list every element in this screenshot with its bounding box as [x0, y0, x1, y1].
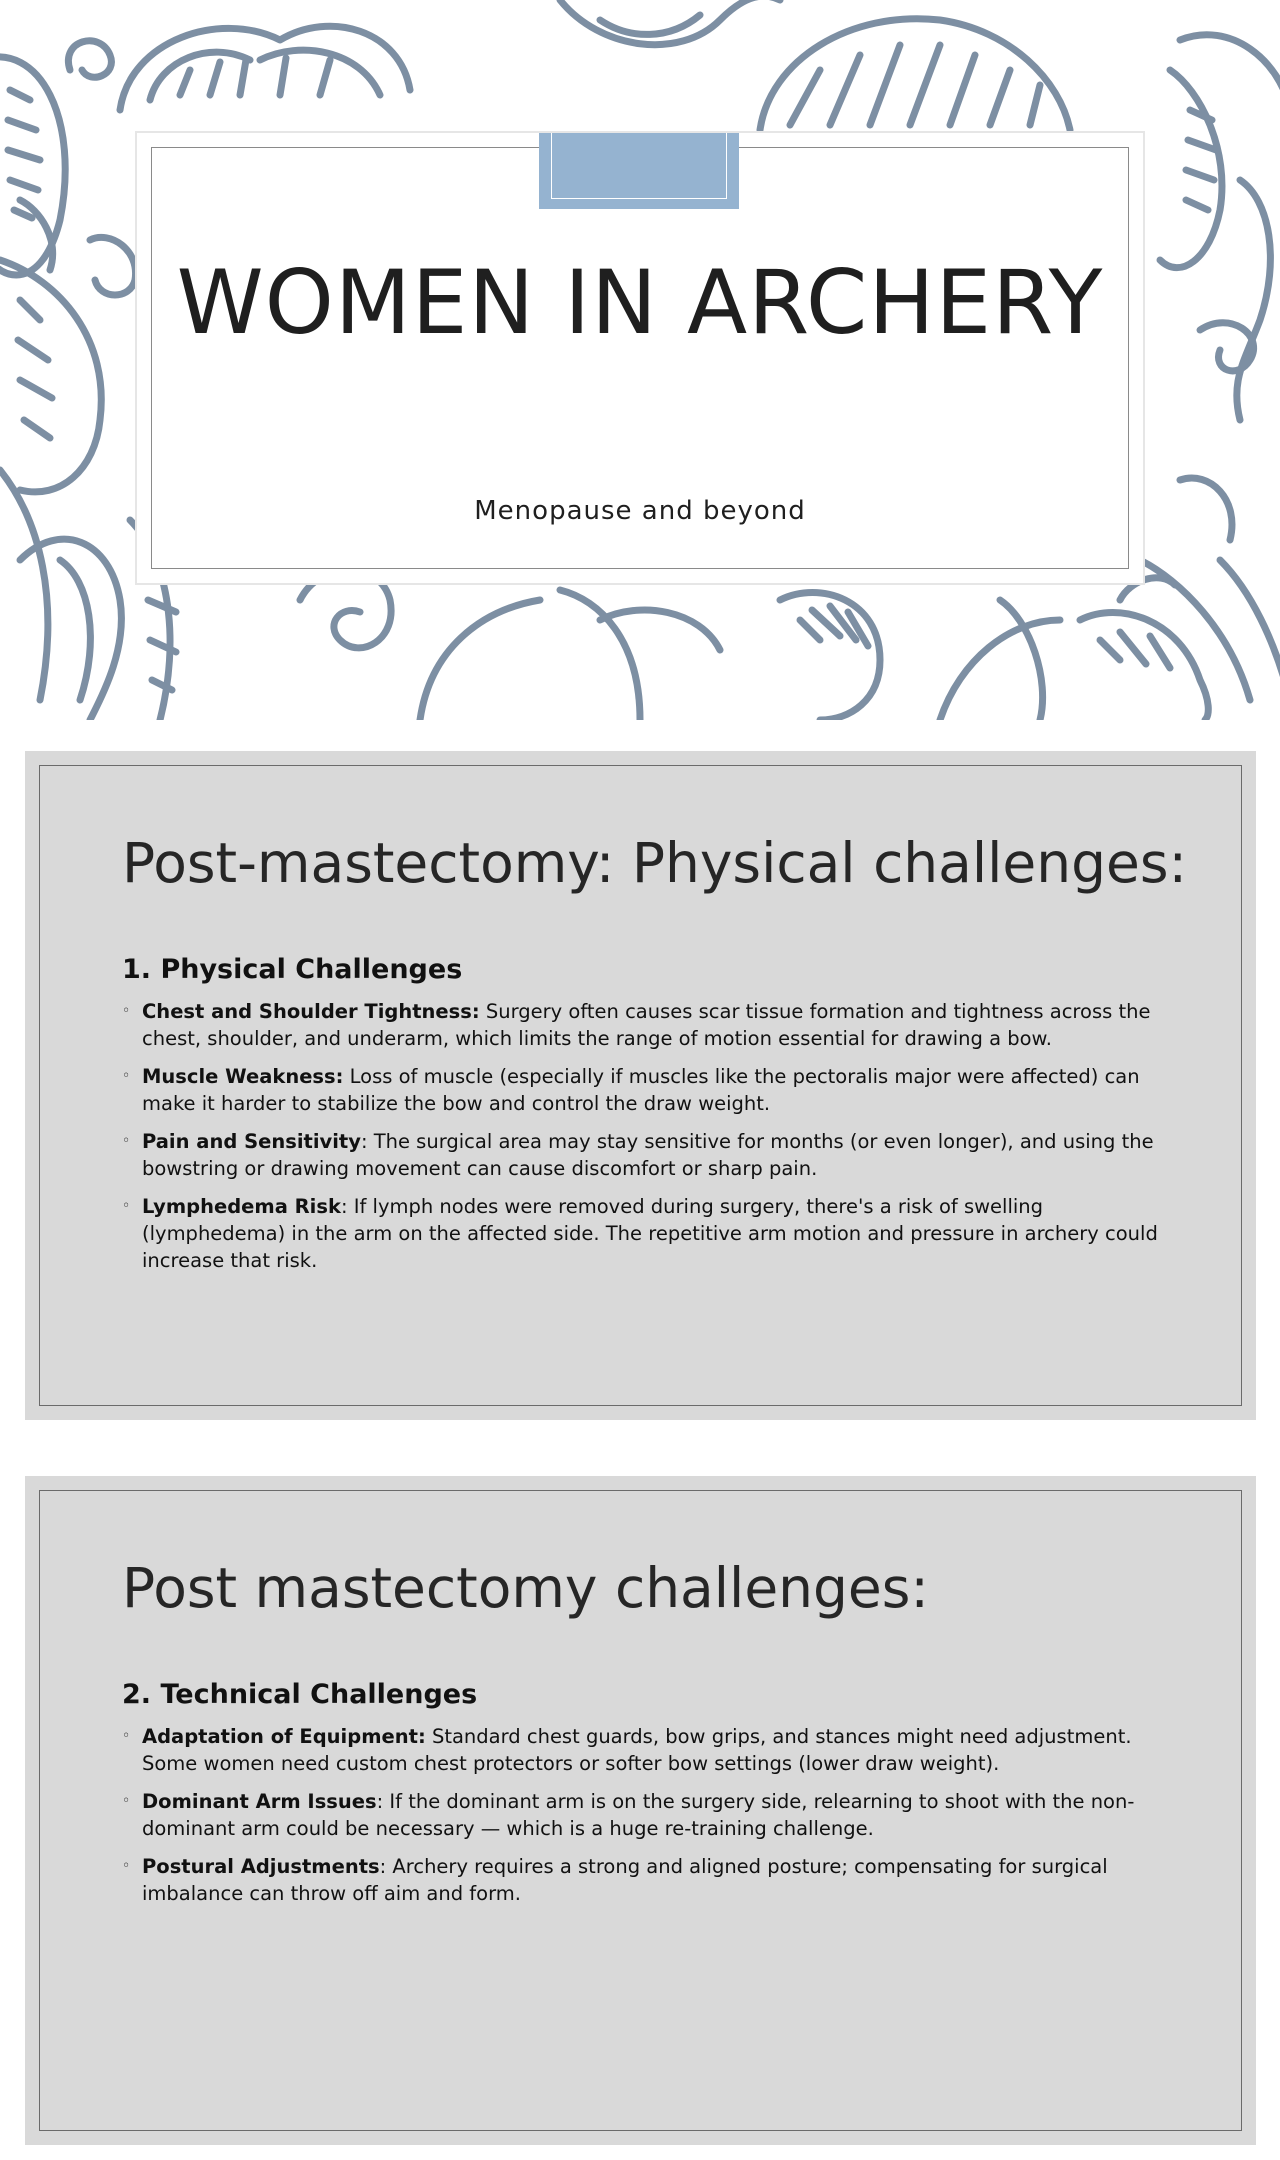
list-item [122, 998, 1162, 1052]
bullet-text: Loss of muscle (especially if muscles like the pectoralis major were affected) can make it harder to stabilize the bow and control the draw weight. [142, 1065, 1140, 1115]
bullet-label: Adaptation of Equipment: [142, 1725, 426, 1748]
bullet-label: Muscle Weakness: [142, 1065, 344, 1088]
section-title: 2. Technical Challenges [122, 1679, 478, 1710]
bullet-label: Pain and Sensitivity [142, 1130, 361, 1153]
bullet-list [122, 998, 1162, 1285]
bullet-text: Standard chest guards, bow grips, and stances might need adjustment. Some women need custom chest protectors or softer bow settings (lower draw weight). [142, 1725, 1132, 1775]
bullet-circle-icon: ◦ [122, 1133, 131, 1149]
bullet-text: : Archery requires a strong and aligned posture; compensating for surgical imbalance can throw off aim and form. [142, 1855, 1108, 1905]
list-item [122, 1853, 1162, 1907]
slide-technical-challenges [25, 1476, 1256, 2145]
title-accent-tab [539, 133, 739, 209]
bullet-text: : If the dominant arm is on the surgery side, relearning to shoot with the non-dominant arm could be necessary — which is a huge re-training challenge. [142, 1790, 1135, 1840]
bullet-circle-icon: ◦ [122, 1858, 131, 1874]
list-item [122, 1128, 1162, 1182]
list-item [122, 1788, 1162, 1842]
bullet-label: Postural Adjustments [142, 1855, 380, 1878]
bullet-circle-icon: ◦ [122, 1003, 131, 1019]
bullet-text: : The surgical area may stay sensitive for months (or even longer), and using the bowstring or drawing movement can cause discomfort or sharp pain. [142, 1130, 1154, 1180]
bullet-text: : If lymph nodes were removed during surgery, there's a risk of swelling (lymphedema) in the arm on the affected side. The repetitive arm motion and pressure in archery could increase that risk. [142, 1195, 1158, 1272]
bullet-circle-icon: ◦ [122, 1728, 131, 1744]
bullet-label: Chest and Shoulder Tightness: [142, 1000, 480, 1023]
slide-heading: Post-mastectomy: Physical challenges: [122, 831, 1188, 895]
bullet-list [122, 1723, 1162, 1918]
list-item [122, 1193, 1162, 1274]
slide-physical-challenges [25, 751, 1256, 1420]
section-title: 1. Physical Challenges [122, 954, 463, 985]
title-slide [0, 0, 1280, 720]
list-item [122, 1723, 1162, 1777]
title-card [137, 133, 1143, 583]
presentation-subtitle: Menopause and beyond [474, 496, 806, 526]
bullet-circle-icon: ◦ [122, 1198, 131, 1214]
bullet-label: Lymphedema Risk [142, 1195, 341, 1218]
list-item [122, 1063, 1162, 1117]
presentation-title: WOMEN IN ARCHERY [176, 251, 1104, 354]
bullet-circle-icon: ◦ [122, 1793, 131, 1809]
bullet-text: Surgery often causes scar tissue formation and tightness across the chest, shoulder, and underarm, which limits the range of motion essential for drawing a bow. [142, 1000, 1151, 1050]
slide-heading: Post mastectomy challenges: [122, 1556, 929, 1620]
bullet-label: Dominant Arm Issues [142, 1790, 377, 1813]
bullet-circle-icon: ◦ [122, 1068, 131, 1084]
